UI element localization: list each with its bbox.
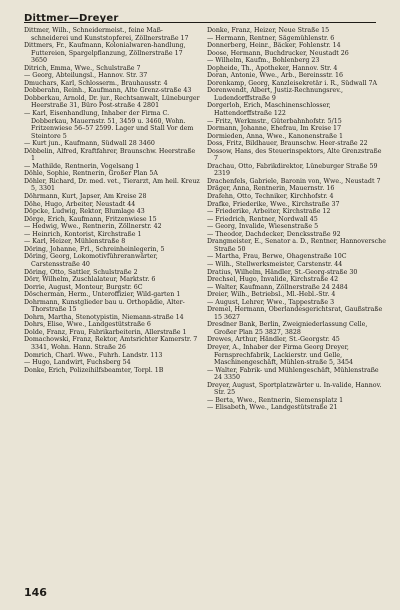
directory-entry: — Walter, Fabrik- und Mühlengeschäft, Mühlenstraße 24 3350: [207, 366, 379, 382]
directory-entry: Dohrmann, Kunstglieder bau u. Orthopädie, Alter-Thorstraße 15: [24, 298, 185, 314]
directory-entry: Drafke, Friederike, Wwe., Kirchstraße 37: [207, 200, 340, 208]
directory-entry: — Theodor, Dachdecker, Dencksstraße 92: [207, 230, 341, 238]
directory-entry: — Friedrich, Rentner, Nordwall 45: [207, 215, 318, 223]
directory-entry: — Hugo, Landwirt, Fuchsberg 54: [24, 359, 131, 367]
page-number: 146: [24, 586, 47, 599]
left-column: [24, 27, 200, 374]
directory-entry: — Karl, Eisenhandlung, Inhaber der Firma C. Dobberkau, Mauernstr. 51, 3459 u. 3460, Wohn. Fritzenwiese 56–57 2599. Lager und Stall Vor dem Steintore 5: [24, 110, 194, 140]
directory-entry: Doss, Fritz, Bildhauer, Braunschw. Heer-straße 22: [207, 140, 368, 148]
directory-entry: Dresdner Bank, Berlin, Zweigniederlassung Celle, Großer Plan 25 3827, 3828: [207, 321, 368, 336]
directory-entry: Dormann, Johanne, Ehefrau, Im Kreise 17: [207, 125, 342, 133]
directory-entry: Donke, Franz, Heizer, Neue Straße 15: [207, 27, 330, 34]
directory-entry: Dossow, Hans, des Steuerinspektors, Alte Grenzstraße 7: [207, 147, 382, 163]
directory-entry: — Walter, Kaufmann, Zöllnerstraße 24 2484: [207, 283, 348, 291]
directory-entry: Döbbelin, Alfred, Kraftfahrer, Braunschw. Heerstraße 1: [24, 147, 196, 163]
directory-entry: Döring, Johanne, Frl., Schreinheinlegerin, 5: [24, 245, 165, 253]
directory-entry: Dittmer, Wilh., Schneidermeist., feine Maß-schneiderei und Kunststopferei, Zöllnerstraße 17: [24, 27, 189, 42]
right-column: [207, 27, 387, 412]
directory-entry: Dörge, Erich, Kaufmann, Fritzenwiese 15: [24, 215, 157, 223]
directory-entry: Doran, Antonie, Wwe., Arb., Bereinsstr. 16: [207, 72, 344, 80]
directory-entry: Dorrie, August, Monteur, Burgstr. 6C: [24, 283, 143, 291]
directory-entry: Dorenwendt, Albert, Justiz-Rechnungsrev., Ludendorffstraße 9: [207, 87, 344, 102]
header-title: Dittmer—Dreyer: [24, 13, 119, 24]
directory-entry: Döhle, Sophie, Rentnerin, Großer Plan 5A: [24, 170, 158, 178]
directory-entry: Döhler, Richard, Dr. med. vet., Tierarzt, Am heil. Kreuz 5, 3301: [24, 177, 200, 193]
directory-entry: — Hermann, Rentner, Sägemühlenstr. 6: [207, 34, 335, 42]
directory-entry: Donnerberg, Heinr., Bäcker, Fohlenstr. 14: [207, 42, 341, 50]
directory-entry: Dittmers, Fr., Kaufmann, Kolonialwaren-handlung, Futtereien, Spargelpflanzung, Zöllnerstraße 17 3650: [24, 42, 186, 65]
directory-entry: Dreier, Wilh., Betriebsl., Ml.-Hebl.-Str. 4: [207, 291, 336, 299]
directory-entry: — Berta, Wwe., Rentnerin, Siemensplatz 1: [207, 396, 344, 404]
directory-entry: Döscherman, Herm., Unteroffizier, Wild-garten 1: [24, 291, 181, 299]
directory-entry: Drafehn, Otto, Techniker, Kirchhofstr. 4: [207, 193, 334, 201]
directory-entry: Döring, Georg, Lokomotivführeranwärter, Carstensstraße 40: [24, 253, 158, 268]
directory-entry: Domachowski, Franz, Rektor, Amtsrichter Kamerstr. 7 3341, Wohn. Hann. Straße 26: [24, 336, 198, 351]
directory-entry: Drewes, Arthur, Händler, St.-Georgstr. 45: [207, 336, 340, 344]
directory-entry: Dmuchars, Karl, Schlosserm., Brauhausstr. 4: [24, 79, 168, 87]
directory-entry: Dohrn, Martha, Stenotypistin, Niemann-straße 14: [24, 313, 184, 321]
directory-entry: Donke, Erich, Polizeihilfsbeamter, Torpl. 1B: [24, 366, 164, 374]
directory-entry: Drachenfels, Gabriele, Baronin von, Wwe., Neustadt 7: [207, 177, 381, 185]
directory-entry: Döhe, Hugo, Arbeiter, Neustadt 44: [24, 200, 136, 208]
directory-entry: Dopheide, Th., Apotheker, Hannov. Str. 4: [207, 64, 338, 72]
directory-entry: Dohrs, Elise, Wwe., Landgestütstraße 6: [24, 321, 151, 329]
directory-entry: — Georg, Invalide, Wiesenstraße 5: [207, 223, 319, 231]
directory-entry: — Wilhelm, Kaufm., Bohlenberg 23: [207, 57, 320, 65]
directory-entry: Döring, Otto, Sattler, Schulstraße 2: [24, 268, 138, 276]
directory-entry: — Wilh., Stellwerksmeister, Carstenstr. 44: [207, 260, 343, 268]
page-header: [24, 6, 376, 23]
directory-entry: — August, Lehrer, Wwe., Tappestraße 3: [207, 298, 335, 306]
directory-entry: Domrich, Charl. Wwe., Fuhrh. Landstr. 113: [24, 351, 163, 359]
directory-entry: — Kurt jun., Kaufmann, Südwall 28 3460: [24, 140, 155, 148]
directory-entry: Ditrich, Emma, Wwe., Schulstraße 7: [24, 64, 141, 72]
directory-entry: — Mathilde, Rentnerin, Vogelsang 1: [24, 162, 140, 170]
directory-entry: Dolde, Franz, Frau, Fabrikarbeiterin, Allerstraße 1: [24, 328, 187, 336]
directory-entry: Dreyer, August, Sportplatzwärter u. In-valide, Hannov. Str. 25: [207, 381, 382, 397]
directory-entry: Doose, Hermann, Buchdrucker, Neustadt 26: [207, 49, 349, 57]
directory-entry: Dormieden, Anna, Wwe., Kanonenstraße 1: [207, 132, 343, 140]
directory-entry: Drechsel, Hugo, Invalide, Kirchstraße 42: [207, 276, 339, 284]
directory-entry: Dorenkamp, Georg, Kanzleisekretär i. R., Südwall 7A: [207, 79, 378, 87]
directory-entry: — Friederike, Arbeiter, Kirchstraße 12: [207, 208, 331, 216]
directory-entry: Dobberkau, Arnold, Dr. jur., Rechtsanwalt, Lüneburger Heerstraße 31, Büro Post-straße 4 2801: [24, 94, 200, 110]
directory-entry: Dräger, Anna, Rentnerin, Mauernstr. 16: [207, 185, 335, 193]
directory-entry: — Fritz, Werkmstr., Güterbahnhofstr. 5/15: [207, 117, 342, 125]
directory-entry: Dobberahn, Reinh., Kaufmann, Alte Grenz-straße 43: [24, 87, 192, 95]
directory-entry: Drangmeister, E., Senator a. D., Rentner, Hannoversche Straße 50: [207, 238, 386, 253]
directory-entry: — Heinrich, Kontorist, Kirchstraße 1: [24, 230, 142, 238]
directory-entry: Döpcke, Ludwig, Rektor, Blumlage 43: [24, 208, 145, 216]
directory-entry: — Georg, Abteilungsl., Hannov. Str. 37: [24, 72, 148, 80]
directory-entry: — Elisabeth, Wwe., Landgestütstraße 21: [207, 404, 338, 412]
directory-entry: Dorgerloh, Erich, Maschinenschlosser, Hattendorffstraße 122: [207, 102, 331, 118]
directory-entry: Dratius, Wilhelm, Händler, St.-Georg-straße 30: [207, 268, 358, 276]
directory-entry: Dremel, Hermann, Oberlandesgerichtsrat, Gaußstraße 15 3627: [207, 306, 383, 321]
directory-entry: — Hedwig, Wwe., Rentnerin, Zöllnerstr. 42: [24, 223, 162, 231]
directory-entry: Dörr, Wilhelm, Zuschlalateur, Marktstr. 6: [24, 276, 156, 284]
directory-entry: Dreyer, A., Inhaber der Firma Georg Dreyer, Fernsprechfabrik, Lackierstr. und Gelle, Maschinengeschäft, Mühlen-straße 5, 3454: [207, 343, 354, 367]
directory-entry: — Karl, Heizer, Mühlenstraße 8: [24, 238, 126, 246]
directory-entry: — Martha, Frau, Berwe, Ohagenstraße 10C: [207, 253, 347, 261]
directory-entry: Döhrmann, Kurt, Japser, Am Kreise 28: [24, 193, 147, 201]
directory-entry: Drachau, Otto, Fabrikdirektor, Lüneburger Straße 59 2319: [207, 162, 378, 178]
